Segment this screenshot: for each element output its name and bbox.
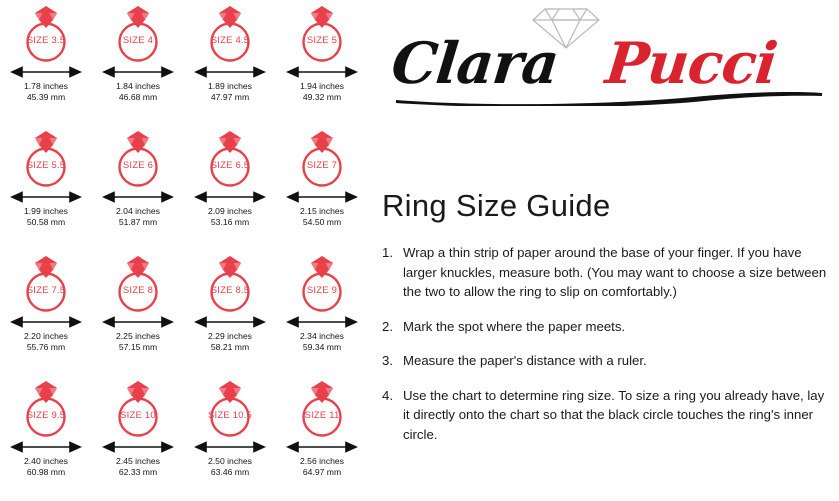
diameter-arrow-icon — [192, 65, 268, 79]
ring-measurements — [116, 206, 160, 228]
diameter-arrow-icon — [100, 190, 176, 204]
ring-size-label: SIZE 6 — [122, 160, 154, 171]
ring-measurements — [116, 456, 160, 478]
ring-measurements — [24, 206, 68, 228]
ring-mm: 60.98 mm — [26, 467, 66, 477]
ring-icon — [8, 252, 84, 314]
ring-measurements — [300, 456, 344, 478]
brand-name-second: Pucci — [602, 30, 780, 97]
ring-inches: 2.29 inches — [208, 331, 252, 341]
brand-name-first: Clara — [388, 30, 562, 97]
ring-inches: 2.50 inches — [208, 456, 252, 466]
step-text: Mark the spot where the paper meets. — [403, 318, 626, 334]
instruction-step — [382, 243, 832, 302]
ring-size-label: SIZE 4 — [122, 35, 154, 46]
diameter-arrow-icon — [8, 65, 84, 79]
ring-size-cell — [92, 250, 184, 375]
ring-mm: 63.46 mm — [210, 467, 250, 477]
ring-icon — [100, 252, 176, 314]
diameter-arrow-icon — [100, 440, 176, 454]
step-number: 2. — [382, 318, 393, 334]
ring-icon — [192, 377, 268, 439]
ring-size-label: SIZE 8.5 — [210, 285, 250, 296]
ring-icon — [284, 127, 360, 189]
ring-size-cell — [276, 250, 368, 375]
ring-mm: 50.58 mm — [26, 217, 66, 227]
ring-mm: 64.97 mm — [302, 467, 342, 477]
ring-inches: 2.25 inches — [116, 331, 160, 341]
ring-mm: 46.68 mm — [118, 92, 158, 102]
ring-inches: 2.20 inches — [24, 331, 68, 341]
ring-measurements — [116, 81, 160, 103]
ring-icon — [100, 127, 176, 189]
ring-measurements — [208, 81, 252, 103]
ring-icon — [192, 127, 268, 189]
ring-mm: 58.21 mm — [210, 342, 250, 352]
diameter-arrow-icon — [192, 315, 268, 329]
instruction-step — [382, 351, 832, 371]
ring-mm: 54.50 mm — [302, 217, 342, 227]
ring-size-label: SIZE 4.5 — [210, 35, 250, 46]
instruction-step — [382, 317, 832, 337]
ring-icon — [100, 377, 176, 439]
ring-size-chart — [0, 0, 368, 501]
ring-size-cell — [92, 125, 184, 250]
guide-panel — [374, 0, 839, 501]
ring-inches: 2.45 inches — [116, 456, 160, 466]
ring-size-cell — [184, 0, 276, 125]
ring-inches: 2.56 inches — [300, 456, 344, 466]
ring-mm: 53.16 mm — [210, 217, 250, 227]
ring-inches: 1.94 inches — [300, 81, 344, 91]
ring-size-label: SIZE 9.5 — [26, 410, 66, 421]
ring-size-cell — [92, 0, 184, 125]
ring-measurements — [300, 81, 344, 103]
ring-inches: 2.15 inches — [300, 206, 344, 216]
ring-mm: 51.87 mm — [118, 217, 158, 227]
ring-size-cell — [184, 250, 276, 375]
ring-inches: 2.09 inches — [208, 206, 252, 216]
ring-measurements — [24, 81, 68, 103]
ring-size-label: SIZE 10.5 — [207, 410, 253, 421]
ring-size-cell — [0, 125, 92, 250]
ring-size-label: SIZE 10 — [120, 410, 156, 421]
step-number: 3. — [382, 353, 393, 368]
diameter-arrow-icon — [100, 315, 176, 329]
diameter-arrow-icon — [8, 190, 84, 204]
ring-icon — [284, 377, 360, 439]
step-text: Use the chart to determine ring size. To size a ring you already have, lay it directly onto the chart so that the black circle touches the ring's inner circle. — [403, 387, 825, 442]
ring-size-label: SIZE 11 — [304, 410, 340, 421]
ring-size-cell — [92, 375, 184, 500]
ring-size-cell — [276, 125, 368, 250]
ring-icon — [284, 2, 360, 64]
ring-measurements — [116, 331, 160, 353]
ring-mm: 55.76 mm — [26, 342, 66, 352]
ring-measurements — [208, 456, 252, 478]
diameter-arrow-icon — [8, 315, 84, 329]
ring-icon — [8, 377, 84, 439]
instruction-list — [382, 243, 832, 459]
ring-mm: 59.34 mm — [302, 342, 342, 352]
step-number: 4. — [382, 387, 393, 403]
step-text: Measure the paper's distance with a ruler. — [403, 353, 647, 368]
ring-measurements — [300, 206, 344, 228]
ring-mm: 47.97 mm — [210, 92, 250, 102]
ring-icon — [284, 252, 360, 314]
page-title: Ring Size Guide — [382, 188, 611, 223]
brand-logo — [382, 4, 832, 109]
ring-size-label: SIZE 3.5 — [26, 35, 66, 46]
ring-size-label: SIZE 8 — [122, 285, 154, 296]
ring-size-label: SIZE 7.5 — [26, 285, 66, 296]
ring-icon — [192, 2, 268, 64]
ring-inches: 1.99 inches — [24, 206, 68, 216]
ring-measurements — [24, 456, 68, 478]
ring-size-cell — [0, 375, 92, 500]
ring-mm: 45.39 mm — [26, 92, 66, 102]
ring-measurements — [24, 331, 68, 353]
ring-inches: 1.78 inches — [24, 81, 68, 91]
logo-underline — [394, 90, 824, 106]
ring-size-cell — [0, 0, 92, 125]
ring-inches: 2.04 inches — [116, 206, 160, 216]
diameter-arrow-icon — [284, 190, 360, 204]
ring-size-label: SIZE 6.5 — [210, 160, 250, 171]
ring-measurements — [208, 206, 252, 228]
instruction-step — [382, 386, 832, 445]
diameter-arrow-icon — [100, 65, 176, 79]
ring-size-cell — [276, 375, 368, 500]
ring-mm: 57.15 mm — [118, 342, 158, 352]
ring-inches: 1.84 inches — [116, 81, 160, 91]
ring-icon — [8, 2, 84, 64]
diameter-arrow-icon — [284, 65, 360, 79]
ring-size-cell — [0, 250, 92, 375]
ring-size-label: SIZE 5 — [306, 35, 338, 46]
ring-size-cell — [276, 0, 368, 125]
ring-inches: 2.40 inches — [24, 456, 68, 466]
ring-inches: 2.34 inches — [300, 331, 344, 341]
ring-size-cell — [184, 125, 276, 250]
ring-icon — [100, 2, 176, 64]
diameter-arrow-icon — [284, 315, 360, 329]
ring-size-cell — [184, 375, 276, 500]
ring-icon — [192, 252, 268, 314]
ring-size-label: SIZE 7 — [306, 160, 338, 171]
ring-inches: 1.89 inches — [208, 81, 252, 91]
ring-measurements — [300, 331, 344, 353]
step-number: 1. — [382, 245, 393, 260]
diameter-arrow-icon — [192, 190, 268, 204]
ring-mm: 49.32 mm — [302, 92, 342, 102]
step-text: Wrap a thin strip of paper around the base of your finger. If you have larger knuckles, measure both. (You may want to choose a size between the two to allow the ring to slip on comfortably.) — [403, 245, 827, 299]
ring-mm: 62.33 mm — [118, 467, 158, 477]
diameter-arrow-icon — [192, 440, 268, 454]
diameter-arrow-icon — [284, 440, 360, 454]
ring-size-label: SIZE 9 — [306, 285, 338, 296]
ring-measurements — [208, 331, 252, 353]
diameter-arrow-icon — [8, 440, 84, 454]
ring-icon — [8, 127, 84, 189]
ring-size-label: SIZE 5.5 — [26, 160, 66, 171]
